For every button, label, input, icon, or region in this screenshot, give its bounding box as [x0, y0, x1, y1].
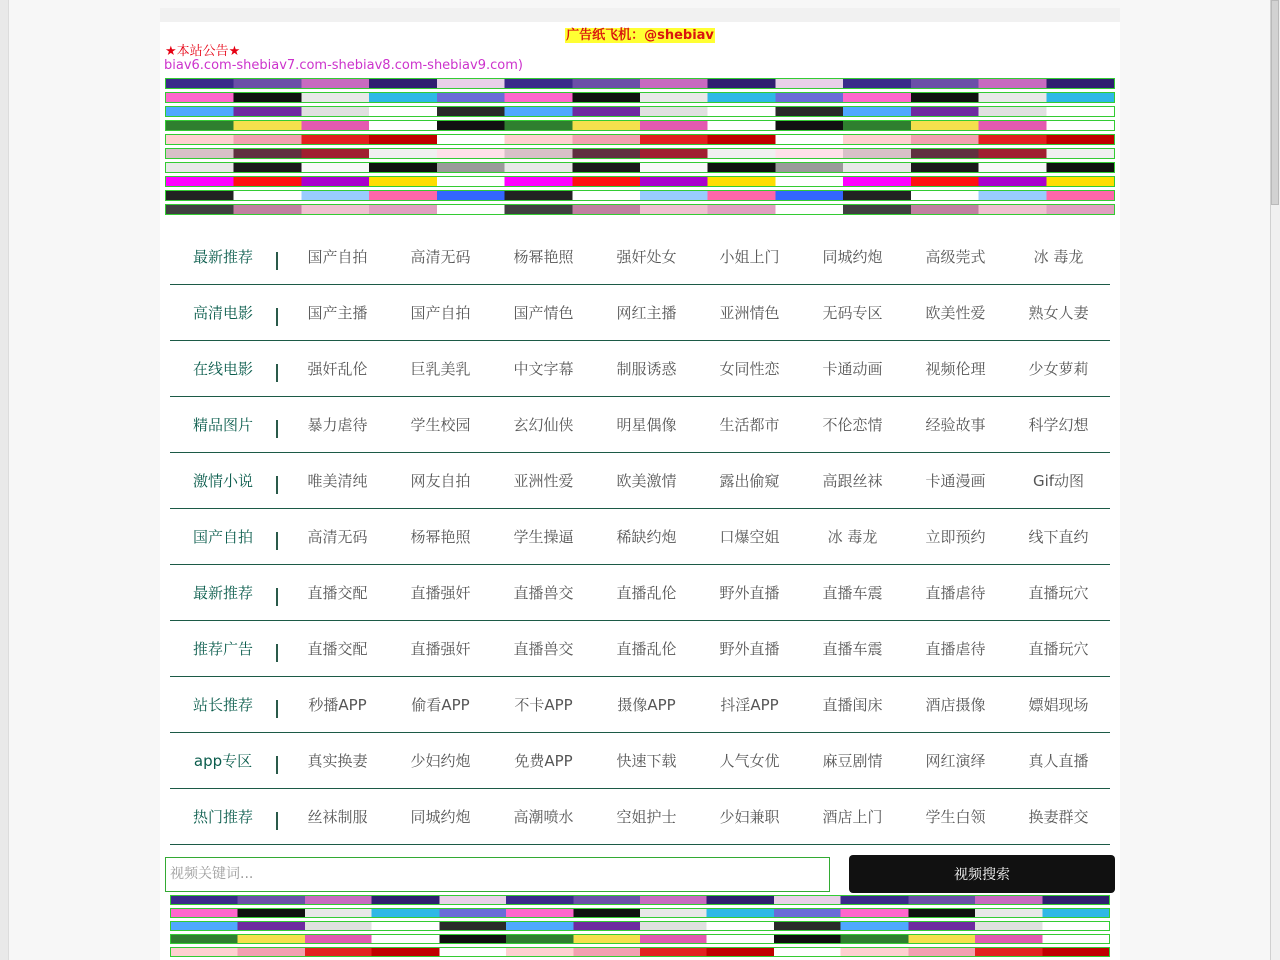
nav-link[interactable]: 线下直约	[1028, 528, 1089, 546]
ad-banners-bottom	[170, 895, 1110, 957]
nav-link[interactable]: 小姐上门	[719, 248, 780, 266]
nav-link[interactable]: 杨幂艳照	[513, 248, 574, 266]
nav-link[interactable]: 熟女人妻	[1028, 304, 1089, 322]
nav-link[interactable]: 国产主播	[307, 304, 368, 322]
nav-link[interactable]: 暴力虐待	[307, 416, 368, 434]
nav-separator	[276, 476, 278, 494]
ad-banner[interactable]	[170, 934, 1110, 944]
nav-link[interactable]: 稀缺约炮	[616, 528, 677, 546]
ad-banner-image	[166, 191, 1114, 200]
nav-link[interactable]: 科学幻想	[1028, 416, 1089, 434]
nav-link[interactable]: 摄像APP	[617, 696, 676, 714]
nav-link[interactable]: 少女萝莉	[1028, 360, 1089, 378]
nav-category-label[interactable]: 国产自拍	[193, 528, 254, 546]
nav-link[interactable]: 免费APP	[514, 752, 573, 770]
nav-link[interactable]: 酒店上门	[822, 808, 883, 826]
nav-link[interactable]: 直播车震	[822, 640, 883, 658]
nav-item-list	[286, 302, 1110, 323]
nav-link[interactable]: 换妻群交	[1028, 808, 1089, 826]
nav-link[interactable]: 秒播APP	[308, 696, 367, 714]
nav-item-list	[286, 694, 1110, 715]
nav-separator	[276, 364, 278, 382]
nav-separator	[276, 644, 278, 662]
nav-link[interactable]: 真人直播	[1028, 752, 1089, 770]
nav-link[interactable]: 直播玩穴	[1028, 584, 1089, 602]
nav-link[interactable]: 高跟丝袜	[822, 472, 883, 490]
page-container	[160, 8, 1120, 960]
ad-banner-image	[171, 935, 1109, 943]
nav-row	[170, 453, 1110, 509]
nav-separator	[276, 812, 278, 830]
nav-category-label[interactable]: 站长推荐	[193, 696, 254, 714]
nav-category-label[interactable]: 在线电影	[193, 360, 254, 378]
ad-banner[interactable]	[165, 148, 1115, 159]
ad-banner-image	[166, 177, 1114, 186]
search-input[interactable]	[165, 857, 830, 892]
nav-link[interactable]: 直播强奸	[410, 584, 471, 602]
ad-banner-image	[166, 79, 1114, 88]
notice-domains: biav6.com-shebiav7.com-shebiav8.com-shebiav9.com)	[164, 59, 523, 73]
nav-link[interactable]: 学生白领	[925, 808, 986, 826]
nav-link[interactable]: 生活都市	[719, 416, 780, 434]
nav-link[interactable]: 直播闺床	[822, 696, 883, 714]
nav-link[interactable]: 学生操逼	[513, 528, 574, 546]
nav-link[interactable]: 欧美性爱	[925, 304, 986, 322]
nav-link[interactable]: 真实换妻	[307, 752, 368, 770]
ad-banner[interactable]	[165, 78, 1115, 89]
ad-banner[interactable]	[165, 92, 1115, 103]
nav-link[interactable]: 嫖娼现场	[1028, 696, 1089, 714]
nav-link[interactable]: 网友自拍	[410, 472, 471, 490]
ad-contact-line	[160, 22, 1120, 44]
nav-link[interactable]: 立即预约	[925, 528, 986, 546]
nav-row	[170, 509, 1110, 565]
nav-category-label[interactable]: 高清电影	[193, 304, 254, 322]
nav-category-label[interactable]: 精品图片	[193, 416, 254, 434]
notice-title: ★本站公告★	[165, 44, 241, 59]
ad-banner[interactable]	[165, 162, 1115, 173]
ad-banner-image	[166, 205, 1114, 214]
ad-banner[interactable]	[170, 947, 1110, 957]
nav-link[interactable]: 冰 毒龙	[1033, 248, 1084, 266]
nav-row	[170, 621, 1110, 677]
nav-link[interactable]: 欧美激情	[616, 472, 677, 490]
nav-link[interactable]: 偷看APP	[411, 696, 470, 714]
window-left-edge	[0, 0, 9, 960]
ad-banner[interactable]	[170, 908, 1110, 918]
nav-link[interactable]: 冰 毒龙	[827, 528, 878, 546]
nav-link[interactable]: 明星偶像	[616, 416, 677, 434]
nav-category-label[interactable]: 热门推荐	[193, 808, 254, 826]
nav-row	[170, 341, 1110, 397]
ad-banner-image	[171, 896, 1109, 904]
nav-link[interactable]: 直播强奸	[410, 640, 471, 658]
ad-banner[interactable]	[170, 895, 1110, 905]
nav-link[interactable]: 网红主播	[616, 304, 677, 322]
nav-link[interactable]: 直播虐待	[925, 584, 986, 602]
nav-link[interactable]: 直播兽交	[513, 640, 574, 658]
nav-row	[170, 565, 1110, 621]
nav-separator	[276, 700, 278, 718]
nav-row	[170, 733, 1110, 789]
nav-link[interactable]: Gif动图	[1032, 472, 1085, 490]
nav-link[interactable]: 女同性恋	[719, 360, 780, 378]
nav-link[interactable]: 卡通动画	[822, 360, 883, 378]
ad-banner[interactable]	[165, 106, 1115, 117]
nav-link[interactable]: 无码专区	[822, 304, 883, 322]
nav-item-list	[286, 246, 1110, 267]
nav-link[interactable]: 口爆空姐	[719, 528, 780, 546]
nav-link[interactable]: 麻豆剧情	[822, 752, 883, 770]
ad-banner-image	[166, 107, 1114, 116]
nav-separator	[276, 588, 278, 606]
ad-banner-image	[171, 948, 1109, 956]
ad-banner-image	[166, 93, 1114, 102]
nav-link[interactable]: 国产自拍	[410, 304, 471, 322]
nav-link[interactable]: 卡通漫画	[925, 472, 986, 490]
nav-category-label[interactable]: 激情小说	[193, 472, 254, 490]
ad-banner-image	[166, 135, 1114, 144]
ad-banner-image	[166, 163, 1114, 172]
nav-category-label[interactable]: 推荐广告	[193, 640, 254, 658]
search-button[interactable]: 视频搜索	[849, 855, 1115, 893]
nav-item-list	[286, 414, 1110, 435]
nav-separator	[276, 532, 278, 550]
ad-banner-image	[166, 149, 1114, 158]
nav-link[interactable]: 中文字幕	[513, 360, 574, 378]
top-strip	[160, 8, 1120, 22]
nav-row	[170, 229, 1110, 285]
nav-link[interactable]: 快速下载	[616, 752, 677, 770]
nav-link[interactable]: 空姐护士	[616, 808, 677, 826]
ad-banner[interactable]	[165, 190, 1115, 201]
nav-link[interactable]: 国产自拍	[307, 248, 368, 266]
search-bar	[165, 855, 1115, 893]
ad-banner-image	[171, 922, 1109, 930]
nav-link[interactable]: 唯美清纯	[307, 472, 368, 490]
nav-row	[170, 789, 1110, 845]
nav-link[interactable]: 不卡APP	[514, 696, 573, 714]
nav-row	[170, 397, 1110, 453]
ad-banners-top	[165, 78, 1115, 215]
nav-item-list	[286, 526, 1110, 547]
nav-link[interactable]: 直播乱伦	[616, 584, 677, 602]
nav-row	[170, 285, 1110, 341]
ad-banner[interactable]	[165, 204, 1115, 215]
nav-link[interactable]: 杨幂艳照	[410, 528, 471, 546]
nav-link[interactable]: 酒店摄像	[925, 696, 986, 714]
nav-link[interactable]: 不伦恋情	[822, 416, 883, 434]
ad-banner-image	[171, 909, 1109, 917]
nav-link[interactable]: 少妇约炮	[410, 752, 471, 770]
nav-link[interactable]: 直播玩穴	[1028, 640, 1089, 658]
scrollbar-thumb[interactable]	[1271, 0, 1279, 205]
nav-row	[170, 677, 1110, 733]
nav-link[interactable]: 高级莞式	[925, 248, 986, 266]
ad-banner[interactable]	[165, 176, 1115, 187]
nav-category-label[interactable]: 最新推荐	[193, 584, 254, 602]
nav-link[interactable]: 玄幻仙侠	[513, 416, 574, 434]
nav-link[interactable]: 同城约炮	[822, 248, 883, 266]
nav-separator	[276, 420, 278, 438]
nav-link[interactable]: 亚洲情色	[719, 304, 780, 322]
nav-item-list	[286, 470, 1110, 491]
nav-link[interactable]: 野外直播	[719, 640, 780, 658]
nav-link[interactable]: 直播兽交	[513, 584, 574, 602]
nav-separator	[276, 252, 278, 270]
nav-link[interactable]: 巨乳美乳	[410, 360, 471, 378]
nav-link[interactable]: 直播交配	[307, 584, 368, 602]
nav-item-list	[286, 750, 1110, 771]
ad-banner[interactable]	[165, 120, 1115, 131]
nav-link[interactable]: 高清无码	[410, 248, 471, 266]
nav-link[interactable]: 网红演绎	[925, 752, 986, 770]
ad-banner[interactable]	[165, 134, 1115, 145]
page-scrollbar[interactable]	[1270, 0, 1280, 960]
nav-link[interactable]: 强奸乱伦	[307, 360, 368, 378]
nav-link[interactable]: 野外直播	[719, 584, 780, 602]
nav-link[interactable]: 经验故事	[925, 416, 986, 434]
nav-link[interactable]: 露出偷窥	[719, 472, 780, 490]
nav-item-list	[286, 358, 1110, 379]
nav-link[interactable]: 直播交配	[307, 640, 368, 658]
nav-link[interactable]: 直播车震	[822, 584, 883, 602]
nav-link[interactable]: 高清无码	[307, 528, 368, 546]
nav-link[interactable]: 抖淫APP	[720, 696, 779, 714]
nav-link[interactable]: 高潮喷水	[513, 808, 574, 826]
nav-separator	[276, 308, 278, 326]
ad-banner-image	[166, 121, 1114, 130]
nav-item-list	[286, 806, 1110, 827]
ad-contact-text[interactable]: 广告纸飞机：@shebiav	[566, 28, 714, 43]
nav-link[interactable]: 视频伦理	[925, 360, 986, 378]
nav-category-label[interactable]: app专区	[193, 752, 253, 770]
nav-link[interactable]: 国产情色	[513, 304, 574, 322]
nav-category-label[interactable]: 最新推荐	[193, 248, 254, 266]
nav-link[interactable]: 直播乱伦	[616, 640, 677, 658]
category-nav	[170, 229, 1110, 845]
nav-link[interactable]: 制服诱惑	[616, 360, 677, 378]
nav-link[interactable]: 人气女优	[719, 752, 780, 770]
nav-item-list	[286, 582, 1110, 603]
nav-link[interactable]: 同城约炮	[410, 808, 471, 826]
nav-separator	[276, 756, 278, 774]
nav-item-list	[286, 638, 1110, 659]
nav-link[interactable]: 学生校园	[410, 416, 471, 434]
ad-banner[interactable]	[170, 921, 1110, 931]
nav-link[interactable]: 直播虐待	[925, 640, 986, 658]
nav-link[interactable]: 亚洲性爱	[513, 472, 574, 490]
nav-link[interactable]: 丝袜制服	[307, 808, 368, 826]
nav-link[interactable]: 强奸处女	[616, 248, 677, 266]
nav-link[interactable]: 少妇兼职	[719, 808, 780, 826]
